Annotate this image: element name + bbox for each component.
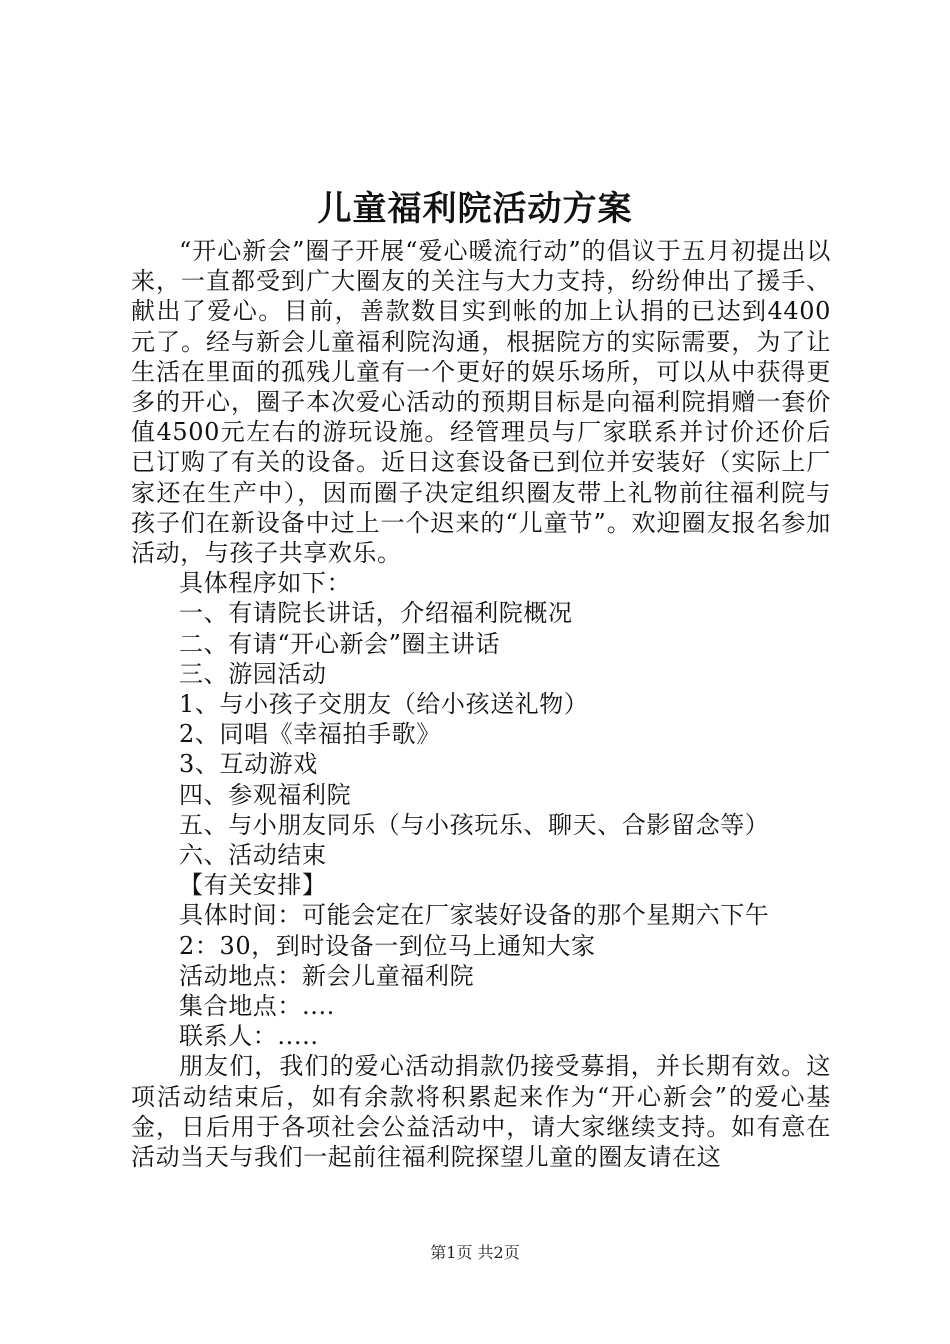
program-list xyxy=(131,598,831,870)
arrangement-meeting-point: 集合地点：.... xyxy=(179,992,335,1021)
arrangement-list xyxy=(131,900,831,1051)
arrangement-time-continued: 2：30，到时设备一到位马上通知大家 xyxy=(179,931,596,960)
arrangement-contact: 联系人：..... xyxy=(179,1022,319,1051)
program-heading: 具体程序如下： xyxy=(179,569,352,598)
program-item: 五、与小朋友同乐（与小孩玩乐、聊天、合影留念等） xyxy=(179,810,770,839)
program-item: 二、有请“开心新会”圈主讲话 xyxy=(179,629,500,658)
arrangement-time: 具体时间：可能会定在厂家装好设备的那个星期六下午 xyxy=(179,901,770,930)
document-body xyxy=(131,236,831,1172)
intro-paragraph: “开心新会”圈子开展“爱心暖流行动”的倡议于五月初提出以来，一直都受到广大圈友的关注与大力支持，纷纷伸出了援手、献出了爱心。目前，善款数目实到帐的加上认捐的已达到4400元了。经与新会儿童福利院沟通，根据院方的实际需要，为了让生活在里面的孤残儿童有一个更好的娱乐场所，可以从中获得更多的开心，圈子本次爱心活动的预期目标是向福利院捐赠一套价值4500元左右的游玩设施。经管理员与厂家联系并讨价还价后已订购了有关的设备。近日这套设备已到位并安装好（实际上厂家还在生产中），因而圈子决定组织圈友带上礼物前往福利院与孩子们在新设备中过上一个迟来的“儿童节”。欢迎圈友报名参加活动，与孩子共享欢乐。 xyxy=(131,237,831,568)
program-item: 四、参观福利院 xyxy=(179,780,352,809)
page-footer: 第1页 共2页 xyxy=(430,1243,520,1262)
program-item: 六、活动结束 xyxy=(179,841,327,870)
program-item: 1、与小孩子交朋友（给小孩送礼物） xyxy=(179,690,589,719)
arrangement-heading: 【有关安排】 xyxy=(179,871,327,900)
program-item: 2、同唱《幸福拍手歌》 xyxy=(179,720,441,749)
arrangement-venue: 活动地点：新会儿童福利院 xyxy=(179,961,475,990)
document-title: 儿童福利院活动方案 xyxy=(317,189,633,229)
program-item: 3、互动游戏 xyxy=(179,750,318,779)
program-item: 三、游园活动 xyxy=(179,659,327,688)
closing-paragraph: 朋友们，我们的爱心活动捐款仍接受募捐，并长期有效。这项活动结束后，如有余款将积累起来作为“开心新会”的爱心基金，日后用于各项社会公益活动中，请大家继续支持。如有意在活动当天与我们一起前往福利院探望儿童的圈友请在这 xyxy=(131,1052,831,1172)
program-item: 一、有请院长讲话，介绍福利院概况 xyxy=(179,599,573,628)
